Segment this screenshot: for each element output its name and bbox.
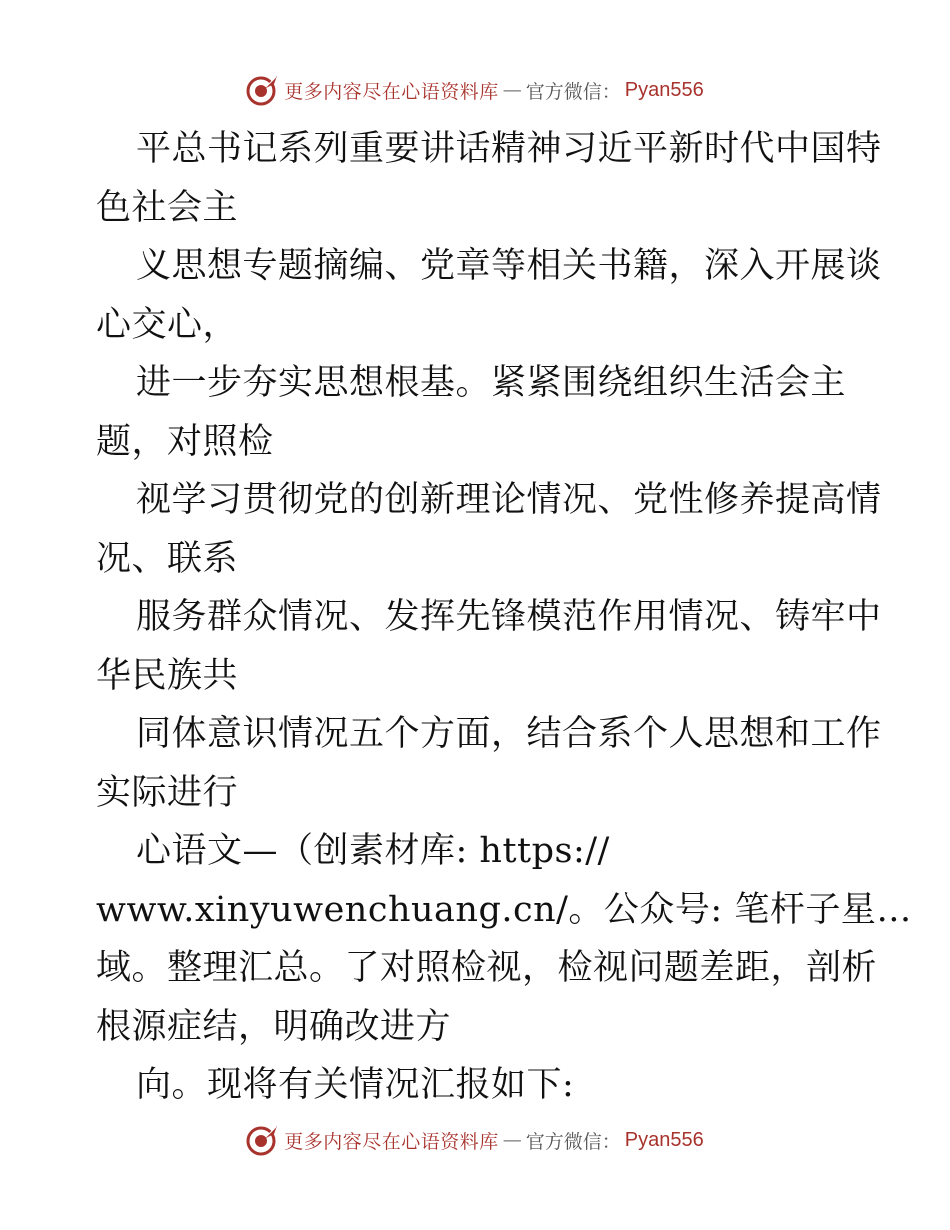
- header-banner: [0, 70, 950, 110]
- body-line: 进一步夯实思想根基。紧紧围绕组织生活会主: [136, 363, 847, 403]
- wechat-label: 官方微信：: [525, 1130, 621, 1153]
- body-line: 视学习贯彻党的创新理论情况、党性修养提高情: [136, 480, 882, 520]
- body-line: 域。整理汇总。了对照检视，检视问题差距，剖析: [96, 948, 878, 988]
- promo-text: 更多内容尽在心语资料库: [284, 1130, 499, 1153]
- body-line: 向。现将有关情况汇报如下:: [136, 1065, 575, 1105]
- body-line: 同体意识情况五个方面，结合系个人思想和工作: [136, 714, 882, 754]
- body-line: 心交心，: [96, 304, 239, 345]
- footer-banner: [0, 1120, 950, 1160]
- body-line: 题，对照检: [96, 421, 274, 462]
- body-line: 华民族共: [96, 655, 239, 696]
- quill-logo-icon: [246, 1123, 280, 1157]
- body-line: 况、联系: [96, 538, 239, 579]
- body-line: 义思想专题摘编、党章等相关书籍，深入开展谈: [136, 246, 882, 286]
- banner-dash: —: [502, 79, 522, 101]
- body-line: www.xinyuwenchuang.cn/。公众号: 笔杆子星…: [96, 889, 912, 930]
- quill-logo-icon: [246, 73, 280, 107]
- document-body: [96, 120, 912, 1115]
- body-line: 色社会主: [96, 187, 239, 228]
- body-line: 根源症结，明确改进方: [96, 1006, 452, 1047]
- body-line: 心语文—（创素材库: https://: [136, 831, 610, 871]
- body-line: 实际进行: [96, 772, 239, 813]
- wechat-id: Pyan556: [624, 1128, 704, 1151]
- body-line: 平总书记系列重要讲话精神习近平新时代中国特: [136, 129, 882, 169]
- wechat-id: Pyan556: [624, 78, 704, 101]
- promo-text: 更多内容尽在心语资料库: [284, 80, 499, 103]
- wechat-label: 官方微信：: [525, 80, 621, 103]
- banner-dash: —: [502, 1129, 522, 1151]
- body-line: 服务群众情况、发挥先锋模范作用情况、铸牢中: [136, 597, 882, 637]
